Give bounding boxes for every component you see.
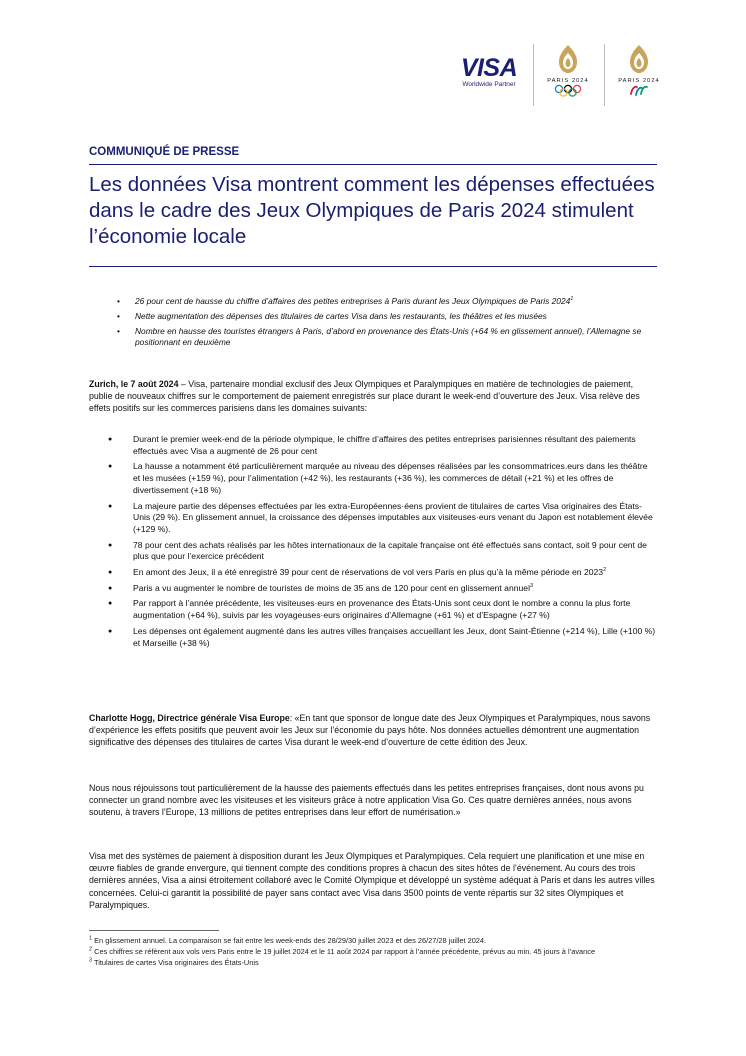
list-item: ● Durant le premier week-end de la période olympique, le chiffre d’affaires des petites entreprises parisiennes résultant des paiements effectués avec Visa a augmenté de 26 pour cent — [108, 434, 657, 457]
paris-2024-olympic-logo — [542, 44, 594, 97]
olympic-flame-logo — [555, 44, 581, 76]
footnote: $^1$ En glissement annuel. La comparaison se fait entre les week-ends des 28/29/30 juillet 2023 et des 26/27/28 juillet 2024. — [89, 935, 487, 945]
list-item: ● 78 pour cent des achats réalisés par les hôtes internationaux de la capitale française ont été effectués sans contact, soit 9 pour cent de plus que pour l’exercice précédent — [108, 540, 657, 563]
press-release-kicker: COMMUNIQUÉ DE PRESSE — [89, 146, 240, 158]
quote-paragraph: Charlotte Hogg, Directrice générale Visa Europe: «En tant que sponsor de longue date des Jeux Olympiques et Paralympiques, nous savons d’expérience les effets positifs que peuvent avoir les Jeux sur l’économie du pays hôte. Nos données actuelles démontrent une augmentation significative des dépenses des titulaires de cartes Visa durant le week-end d’ouverture de cette édition des Jeux. — [89, 713, 651, 748]
footnote: $^2$ Ces chiffres se réfèrent aux vols vers Paris entre le 19 juillet 2024 et le 11 août 2024 par rapport à l’année précédente, prévus au min. 45 jours à l’avance — [89, 946, 596, 956]
paris-2024-paralympic-logo — [613, 44, 665, 97]
paralympic-games-label: PARIS 2024 — [618, 78, 660, 84]
list-item: ● En amont des Jeux, il a été enregistré 39 pour cent de réservations de vol vers Paris en plus qu’à la même période en 2023$^2$ — [108, 567, 657, 579]
intro-paragraph: Zurich, le 7 août 2024 – Visa, partenaire mondial exclusif des Jeux Olympiques et Paralympiques en matière de technologies de paiement, publie de nouveaux chiffres sur le comportement de paiement enregistrés sur place durant le week-end d’ouverture des Jeux. Visa relève des effets positifs sur les commerces parisiens dans les domaines suivants: — [89, 379, 640, 414]
quote-continued-paragraph: Nous nous réjouissons tout particulièrement de la hausse des paiements effectués dans les petites entreprises françaises, dont nous avons pu connecter un grand nombre avec les visiteuses et les visiteurs grâce à notre application Visa Go. Ces quatre dernières années, nous avons soutenu, à travers l’Europe, 13 millions de petites entreprises dans leur effort de numérisation.» — [89, 783, 644, 818]
dateline: Zurich, le 7 août 2024 — [89, 379, 179, 389]
highlight-item: • Nombre en hausse des touristes étrangers à Paris, d’abord en provenance des États-Unis (+64 % en glissement annuel), l’Allemagne se positionnant en deuxième — [117, 326, 657, 348]
highlight-item: • 26 pour cent de hausse du chiffre d’affaires des petites entreprises à Paris durant les Jeux Olympiques de Paris 2024$^1$ — [117, 296, 657, 307]
visa-subtitle: Worldwide Partner — [462, 81, 516, 88]
logo-divider — [533, 44, 534, 106]
key-figures-list — [108, 434, 657, 653]
footnote-separator — [89, 930, 219, 931]
footnote: $^3$ Titulaires de cartes Visa originaires des États-Unis — [89, 957, 259, 967]
highlights-list — [117, 296, 657, 352]
olympic-flame-logo — [626, 44, 652, 76]
logo-divider-2 — [604, 44, 605, 106]
quote-speaker: Charlotte Hogg, Directrice générale Visa Europe — [89, 713, 290, 723]
list-item: ● Les dépenses ont également augmenté dans les autres villes françaises accueillant les Jeux, dont Saint-Étienne (+214 %), Lille (+100 %) et Marseille (+38 %) — [108, 626, 657, 649]
closing-paragraph: Visa met des systèmes de paiement à disposition durant les Jeux Olympiques et Paralympiques. Cela requiert une planification et une mise en œuvre fiables de grande envergure, qui tiennent compte des conditions propres à chacun des sites hôtes de l’événement. Au cours des trois dernières années, Visa a ainsi étroitement collaboré avec le Comité Olympique et développé un système adéquat à Paris et dans les autres villes concernées. Celui-ci garantit la possibilité de payer sans contact avec Visa dans 3500 points de vente répartis sur 32 sites Olympiques et Paralympiques. — [89, 851, 655, 910]
page-title: Les données Visa montrent comment les dépenses effectuées dans le cadre des Jeux Olympiques de Paris 2024 stimulent l’économie locale — [89, 173, 655, 248]
olympic-rings-icon — [553, 84, 583, 97]
list-item: ● La majeure partie des dépenses effectuées par les extra-Européennes·éens provient de titulaires de cartes Visa originaires des États-Unis (29 %). En glissement annuel, la croissance des dépenses imputables aux visiteuses·eurs venant du Japon est notablement élevée (+129 %). — [108, 501, 657, 536]
title-bottom-rule — [89, 266, 657, 267]
header-logos — [455, 44, 665, 106]
visa-wordmark: VISA — [460, 54, 518, 82]
paralympic-agitos-icon — [628, 84, 650, 97]
list-item: ● La hausse a notamment été particulièrement marquée au niveau des dépenses réalisées par les consommatrices.eurs dans les théâtre et les musées (+159 %), pour l’alimentation (+42 %), les restaurants (+36 %), les commerces de détail (+21 %) et les offres de divertissement (+18 %) — [108, 461, 657, 496]
list-item: ● Par rapport à l’année précédente, les visiteuses·eurs en provenance des États-Unis sont ceux dont le nombre a connu la plus forte augmentation (+64 %), suivis par les voyageuses·eurs originaires d’Allemagne (+61 %) et d’Espagne (+27 %) — [108, 598, 657, 621]
footnotes — [89, 936, 657, 969]
visa-logo — [455, 56, 523, 89]
olympic-games-label: PARIS 2024 — [547, 78, 589, 84]
title-top-rule — [89, 164, 657, 165]
list-item: ● Paris a vu augmenter le nombre de touristes de moins de 35 ans de 120 pour cent en glissement annuel$^3$ — [108, 583, 657, 595]
highlight-item: • Nette augmentation des dépenses des titulaires de cartes Visa dans les restaurants, les théâtres et les musées — [117, 311, 657, 322]
